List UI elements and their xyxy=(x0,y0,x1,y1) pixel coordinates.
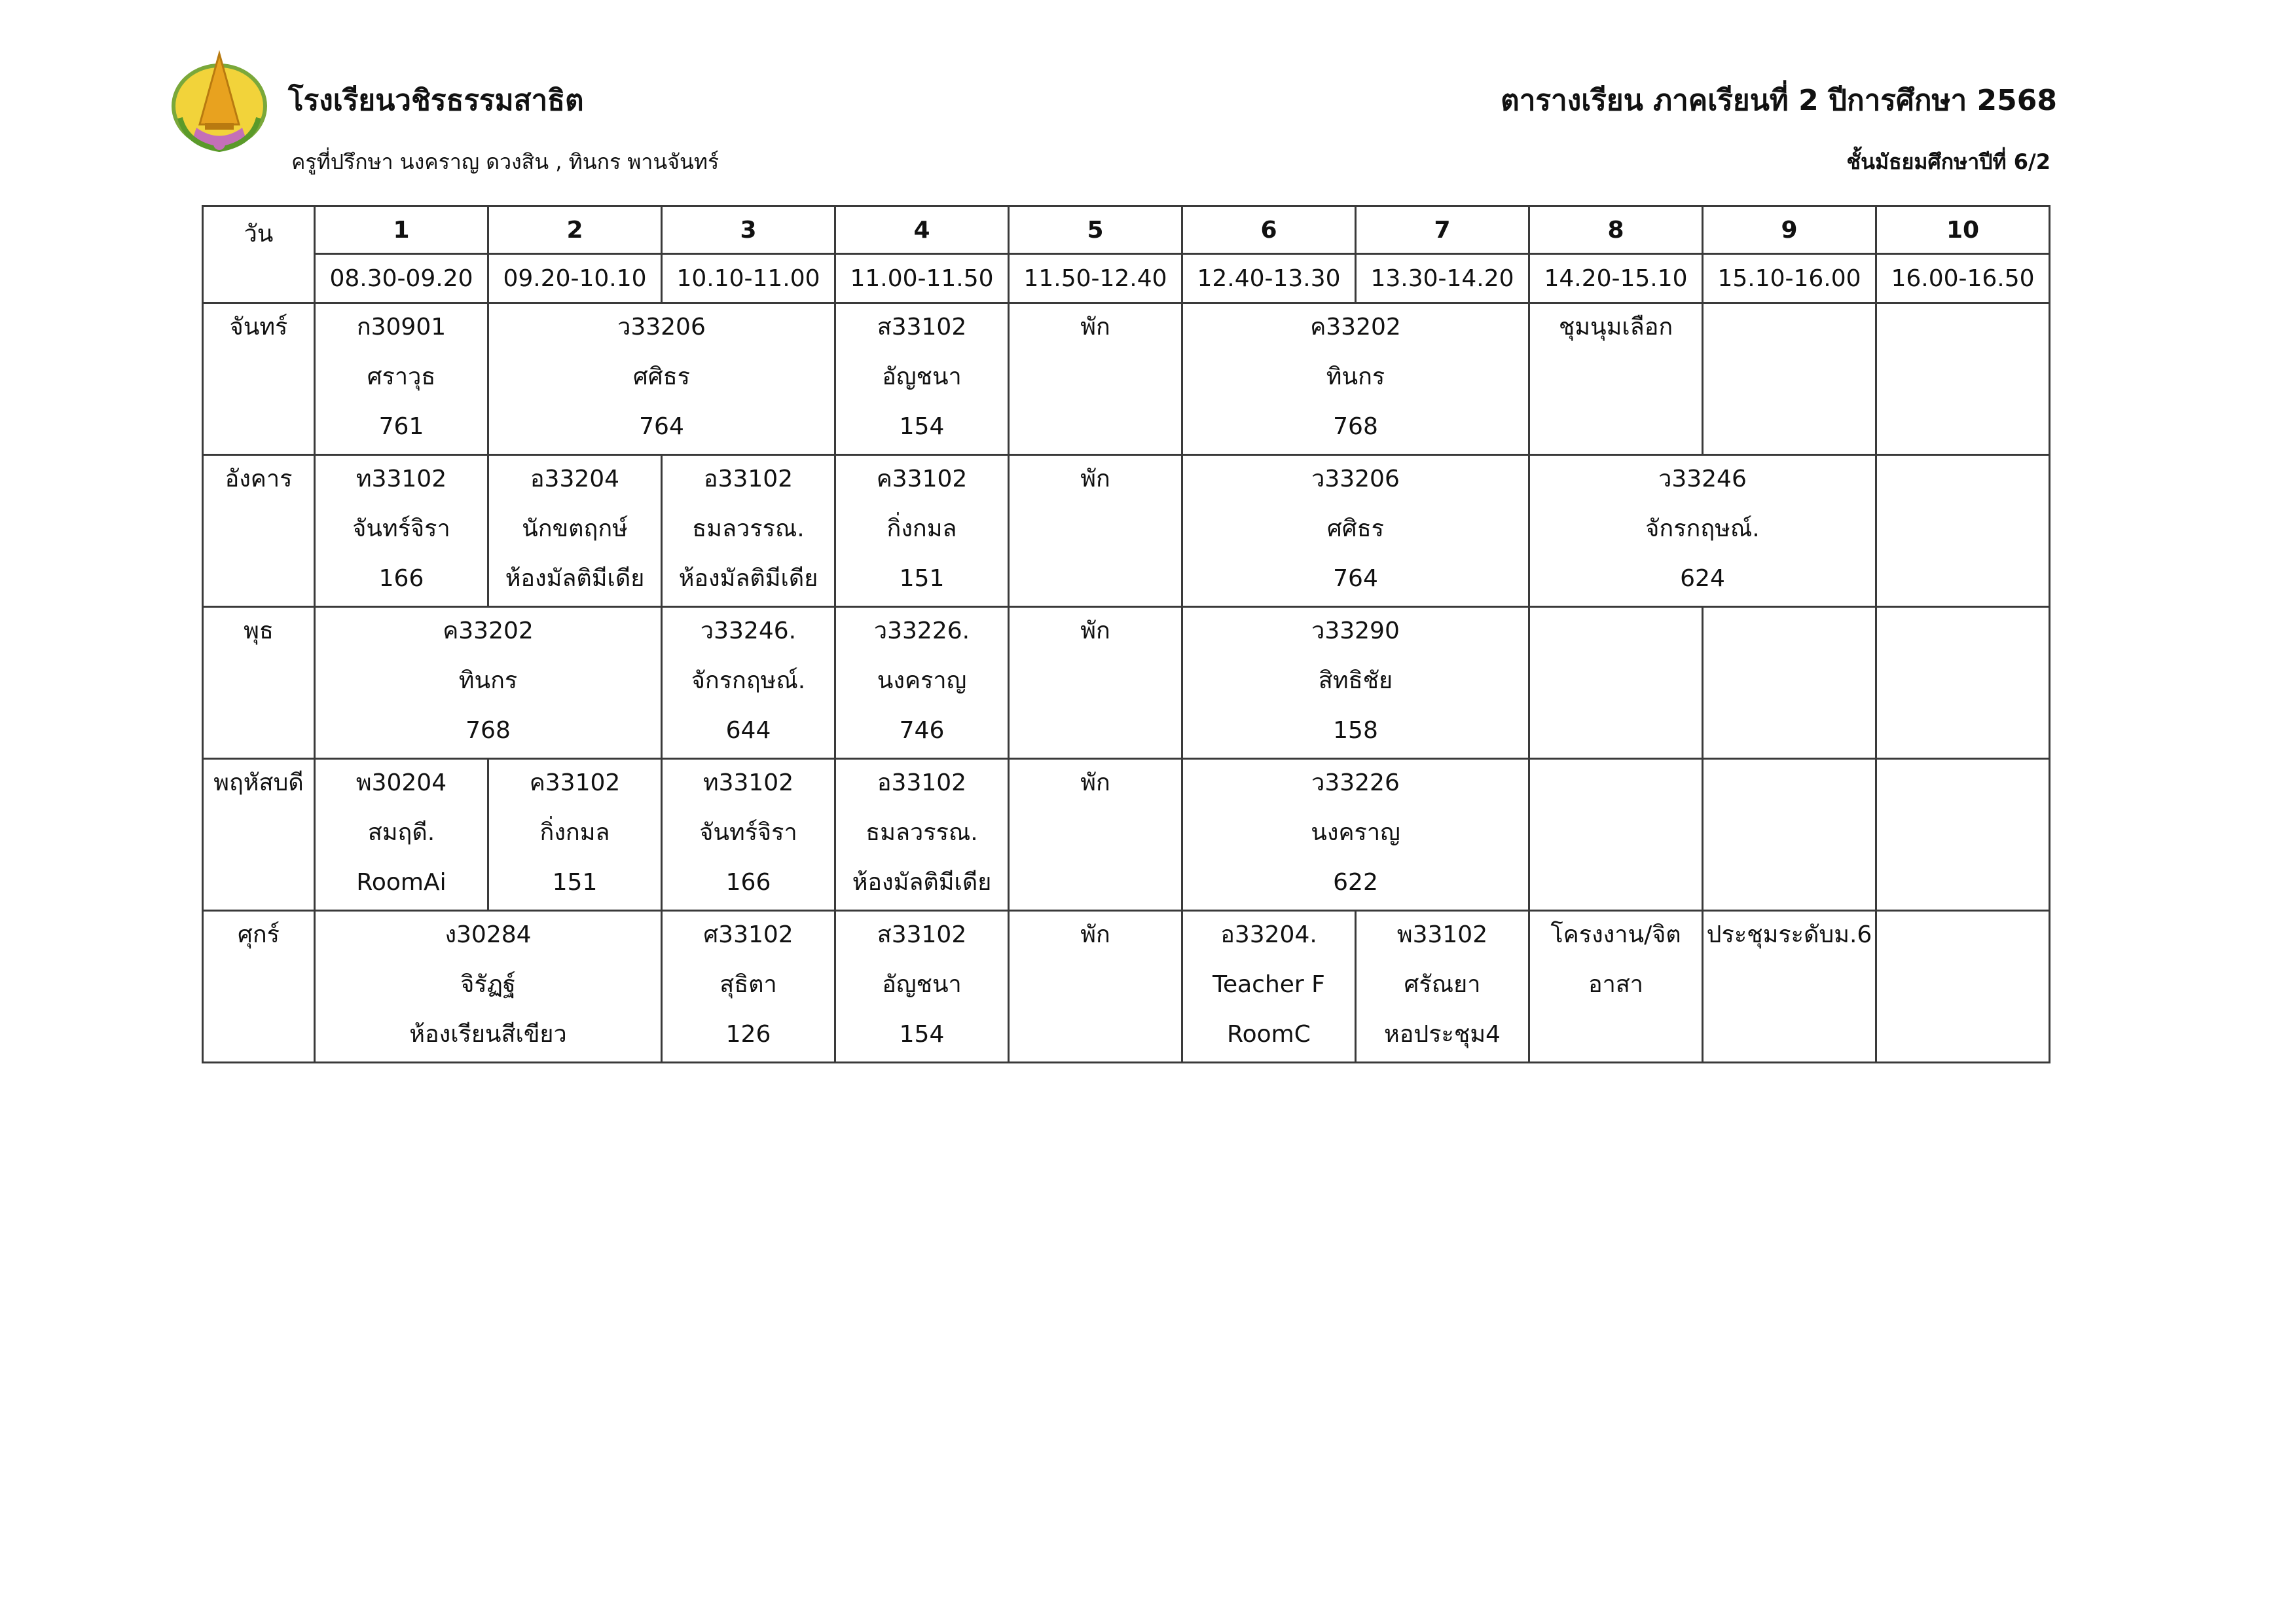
teacher-name: ศรัณยา xyxy=(1404,971,1481,998)
subject-code xyxy=(1704,760,1875,810)
subject-code: พัก xyxy=(1080,921,1110,948)
class-cell xyxy=(1182,303,1529,455)
teacher-name: จักรกฤษณ์. xyxy=(691,667,806,694)
subject-code xyxy=(1877,304,2049,354)
room: 624 xyxy=(1680,565,1725,592)
subject-code xyxy=(1877,456,2049,506)
period-number: 9 xyxy=(1703,206,1876,254)
subject-code: ค33202 xyxy=(1310,314,1401,341)
subject-code: ท33102 xyxy=(355,466,447,492)
room: 154 xyxy=(899,413,945,440)
subject-code: ว33246 xyxy=(1658,466,1747,492)
subject-code xyxy=(1877,608,2049,658)
period-number: 10 xyxy=(1876,206,2050,254)
day-row xyxy=(203,455,2050,607)
teacher-name: จักรกฤษณ์. xyxy=(1645,515,1760,542)
room xyxy=(1704,708,1875,758)
period-time: 10.10-11.00 xyxy=(662,254,835,303)
period-number: 2 xyxy=(488,206,662,254)
class-cell xyxy=(835,455,1009,607)
subject-code: พัก xyxy=(1080,466,1110,492)
room xyxy=(1010,1012,1181,1061)
day-header-label: วัน xyxy=(244,221,274,248)
class-cell xyxy=(488,303,835,455)
class-cell xyxy=(835,911,1009,1063)
teacher-name: อัญชนา xyxy=(882,363,962,390)
teacher-name: ธมลวรรณ. xyxy=(692,515,805,542)
teacher-name xyxy=(1530,810,1702,860)
room: 166 xyxy=(378,565,424,592)
class-cell xyxy=(315,455,488,607)
class-cell xyxy=(1182,759,1529,911)
class-cell xyxy=(662,607,835,759)
class-cell xyxy=(1703,607,1876,759)
room xyxy=(1704,404,1875,454)
day-label-cell xyxy=(203,911,315,1063)
room: ห้องมัลติมีเดีย xyxy=(852,869,992,896)
period-time: 09.20-10.10 xyxy=(488,254,662,303)
class-cell xyxy=(1009,455,1182,607)
room: RoomC xyxy=(1227,1021,1311,1048)
timetable xyxy=(202,205,2050,1063)
room xyxy=(1877,404,2049,454)
room: 764 xyxy=(1333,565,1378,592)
room xyxy=(1877,860,2049,910)
class-cell xyxy=(1182,455,1529,607)
period-time: 11.00-11.50 xyxy=(835,254,1009,303)
subject-code: ว33290 xyxy=(1311,618,1400,644)
day-label-cell xyxy=(203,607,315,759)
subject-code: โครงงาน/จิต xyxy=(1550,921,1681,948)
class-cell xyxy=(1529,303,1703,455)
teacher-name: สมฤดี. xyxy=(367,819,435,846)
day-label: พุธ xyxy=(244,618,274,644)
subject-code: พัก xyxy=(1080,618,1110,644)
class-cell xyxy=(1529,455,1876,607)
class-cell xyxy=(1009,759,1182,911)
period-time: 14.20-15.10 xyxy=(1529,254,1703,303)
subject-code: ค33202 xyxy=(443,618,534,644)
subject-code: อ33102 xyxy=(877,769,967,796)
class-cell xyxy=(488,455,662,607)
teacher-name: ศศิธร xyxy=(1326,515,1384,542)
room xyxy=(1530,404,1702,454)
subject-code: อ33102 xyxy=(703,466,793,492)
teacher-name xyxy=(1877,658,2049,708)
subject-code xyxy=(1877,760,2049,810)
day-label-cell xyxy=(203,455,315,607)
teacher-name xyxy=(1877,506,2049,556)
room: 151 xyxy=(552,869,598,896)
room: 151 xyxy=(899,565,945,592)
teacher-name: ทินกร xyxy=(1326,363,1385,390)
class-cell xyxy=(1356,911,1529,1063)
teacher-name xyxy=(1010,506,1181,556)
room: 764 xyxy=(639,413,684,440)
subject-code: ท33102 xyxy=(702,769,794,796)
period-time: 16.00-16.50 xyxy=(1876,254,2050,303)
subject-code: ว33206 xyxy=(1311,466,1400,492)
period-time: 13.30-14.20 xyxy=(1356,254,1529,303)
room xyxy=(1877,1012,2049,1061)
subject-code: ว33206 xyxy=(617,314,706,341)
teacher-name xyxy=(1010,658,1181,708)
room: ห้องเรียนสีเขียว xyxy=(409,1021,567,1048)
teacher-name xyxy=(1704,810,1875,860)
school-emblem xyxy=(167,46,272,160)
teacher-name: Teacher F xyxy=(1212,971,1325,998)
teacher-name xyxy=(1010,810,1181,860)
room xyxy=(1877,556,2049,606)
class-cell xyxy=(1876,911,2050,1063)
teacher-name: ศราวุธ xyxy=(367,363,436,390)
period-number: 5 xyxy=(1009,206,1182,254)
class-cell xyxy=(1529,607,1703,759)
period-number: 3 xyxy=(662,206,835,254)
day-label-cell xyxy=(203,759,315,911)
period-time: 15.10-16.00 xyxy=(1703,254,1876,303)
day-row xyxy=(203,607,2050,759)
class-cell xyxy=(315,759,488,911)
teacher-name: อัญชนา xyxy=(882,971,962,998)
class-cell xyxy=(835,607,1009,759)
subject-code: ศ33102 xyxy=(703,921,793,948)
room: RoomAi xyxy=(356,869,446,896)
school-name: โรงเรียนวชิรธรรมสาธิต xyxy=(288,84,584,117)
room: 746 xyxy=(899,717,945,744)
class-cell xyxy=(1703,759,1876,911)
class-cell xyxy=(1182,607,1529,759)
room xyxy=(1010,404,1181,454)
teacher-name xyxy=(1010,354,1181,404)
day-label: ศุกร์ xyxy=(238,921,280,948)
grade-level: ชั้นมัธยมศึกษาปีที่ 6/2 xyxy=(1846,149,2050,174)
subject-code: ชุมนุมเลือก xyxy=(1558,314,1673,341)
teacher-name xyxy=(1704,354,1875,404)
room: 158 xyxy=(1333,717,1378,744)
class-cell xyxy=(1529,759,1703,911)
room xyxy=(1010,860,1181,910)
period-time: 12.40-13.30 xyxy=(1182,254,1356,303)
subject-code: ค33102 xyxy=(529,769,621,796)
teacher-name: นักขตฤกษ์ xyxy=(522,515,628,542)
class-cell xyxy=(1876,607,2050,759)
room: 126 xyxy=(725,1021,771,1048)
room: 166 xyxy=(725,869,771,896)
day-label: พฤหัสบดี xyxy=(213,769,304,796)
room: 622 xyxy=(1333,869,1378,896)
subject-code xyxy=(1704,608,1875,658)
subject-code: พ30204 xyxy=(355,769,447,796)
room: 644 xyxy=(725,717,771,744)
room xyxy=(1530,1012,1702,1061)
period-number: 1 xyxy=(315,206,488,254)
teacher-name xyxy=(1877,810,2049,860)
subject-code xyxy=(1877,912,2049,962)
period-number: 4 xyxy=(835,206,1009,254)
class-cell xyxy=(662,759,835,911)
class-cell xyxy=(1009,607,1182,759)
subject-code: พัก xyxy=(1080,769,1110,796)
day-column-header xyxy=(203,206,315,303)
subject-code: ค33102 xyxy=(876,466,968,492)
class-cell xyxy=(835,759,1009,911)
subject-code xyxy=(1704,304,1875,354)
subject-code xyxy=(1530,608,1702,658)
teacher-name: จันทร์จิรา xyxy=(352,515,450,542)
room: ห้องมัลติมีเดีย xyxy=(505,565,645,592)
class-cell xyxy=(1876,303,2050,455)
subject-code: ประชุมระดับม.6 xyxy=(1706,921,1872,948)
subject-code: อ33204. xyxy=(1220,921,1317,948)
teacher-name: จันทร์จิรา xyxy=(699,819,797,846)
class-cell xyxy=(315,911,662,1063)
class-cell xyxy=(662,911,835,1063)
teacher-name: ทินกร xyxy=(458,667,518,694)
teacher-name xyxy=(1877,354,2049,404)
class-cell xyxy=(1703,911,1876,1063)
class-cell xyxy=(662,455,835,607)
class-cell xyxy=(1703,303,1876,455)
class-cell xyxy=(1009,911,1182,1063)
subject-code: ส33102 xyxy=(877,921,967,948)
room xyxy=(1010,708,1181,758)
day-label: อังคาร xyxy=(225,466,293,492)
room: 768 xyxy=(465,717,511,744)
teacher-name: สุธิตา xyxy=(720,971,777,998)
period-time: 08.30-09.20 xyxy=(315,254,488,303)
teacher-name: จิรัฏฐ์ xyxy=(460,971,516,998)
subject-code: ว33226. xyxy=(873,618,970,644)
schedule-title: ตารางเรียน ภาคเรียนที่ 2 ปีการศึกษา 2568 xyxy=(1501,84,2057,117)
subject-code: อ33204 xyxy=(530,466,620,492)
teacher-name xyxy=(1704,962,1875,1012)
teacher-name: อาสา xyxy=(1588,971,1644,998)
day-row xyxy=(203,303,2050,455)
room: ห้องมัลติมีเดีย xyxy=(678,565,818,592)
teacher-name: ธมลวรรณ. xyxy=(866,819,978,846)
subject-code: ก30901 xyxy=(356,314,446,341)
class-cell xyxy=(315,607,662,759)
day-label-cell xyxy=(203,303,315,455)
advisor-names: ครูที่ปรึกษา นงคราญ ดวงสิน , ทินกร พานจันทร์ xyxy=(291,149,720,174)
class-cell xyxy=(835,303,1009,455)
period-number: 7 xyxy=(1356,206,1529,254)
subject-code: ว33246. xyxy=(700,618,797,644)
subject-code: ว33226 xyxy=(1311,769,1400,796)
subject-code: พ33102 xyxy=(1396,921,1488,948)
room: 154 xyxy=(899,1021,945,1048)
day-label: จันทร์ xyxy=(229,314,288,341)
teacher-name: สิทธิชัย xyxy=(1318,667,1393,694)
period-time: 11.50-12.40 xyxy=(1009,254,1182,303)
room: 761 xyxy=(378,413,424,440)
teacher-name xyxy=(1010,962,1181,1012)
room xyxy=(1530,708,1702,758)
subject-code: ส33102 xyxy=(877,314,967,341)
subject-code: พัก xyxy=(1080,314,1110,341)
teacher-name xyxy=(1530,658,1702,708)
period-number: 8 xyxy=(1529,206,1703,254)
teacher-name: กิ่งกมล xyxy=(886,515,957,542)
teacher-name: ศศิธร xyxy=(632,363,690,390)
period-number: 6 xyxy=(1182,206,1356,254)
class-cell xyxy=(1182,911,1356,1063)
room: หอประชุม4 xyxy=(1384,1021,1501,1048)
teacher-name: นงคราญ xyxy=(1311,819,1400,846)
period-number-row xyxy=(203,206,2050,254)
teacher-name xyxy=(1530,354,1702,404)
class-cell xyxy=(1009,303,1182,455)
room xyxy=(1530,860,1702,910)
period-time-row xyxy=(203,254,2050,303)
class-cell xyxy=(1876,759,2050,911)
room xyxy=(1704,860,1875,910)
subject-code: ง30284 xyxy=(445,921,532,948)
day-row xyxy=(203,759,2050,911)
room xyxy=(1877,708,2049,758)
day-row xyxy=(203,911,2050,1063)
class-cell xyxy=(1529,911,1703,1063)
teacher-name: กิ่งกมล xyxy=(539,819,610,846)
teacher-name xyxy=(1877,962,2049,1012)
room xyxy=(1704,1012,1875,1061)
subject-code xyxy=(1530,760,1702,810)
teacher-name: นงคราญ xyxy=(877,667,967,694)
room xyxy=(1010,556,1181,606)
class-cell xyxy=(315,303,488,455)
teacher-name xyxy=(1704,658,1875,708)
class-cell xyxy=(488,759,662,911)
room: 768 xyxy=(1333,413,1378,440)
timetable-body xyxy=(203,206,2050,1063)
class-cell xyxy=(1876,455,2050,607)
